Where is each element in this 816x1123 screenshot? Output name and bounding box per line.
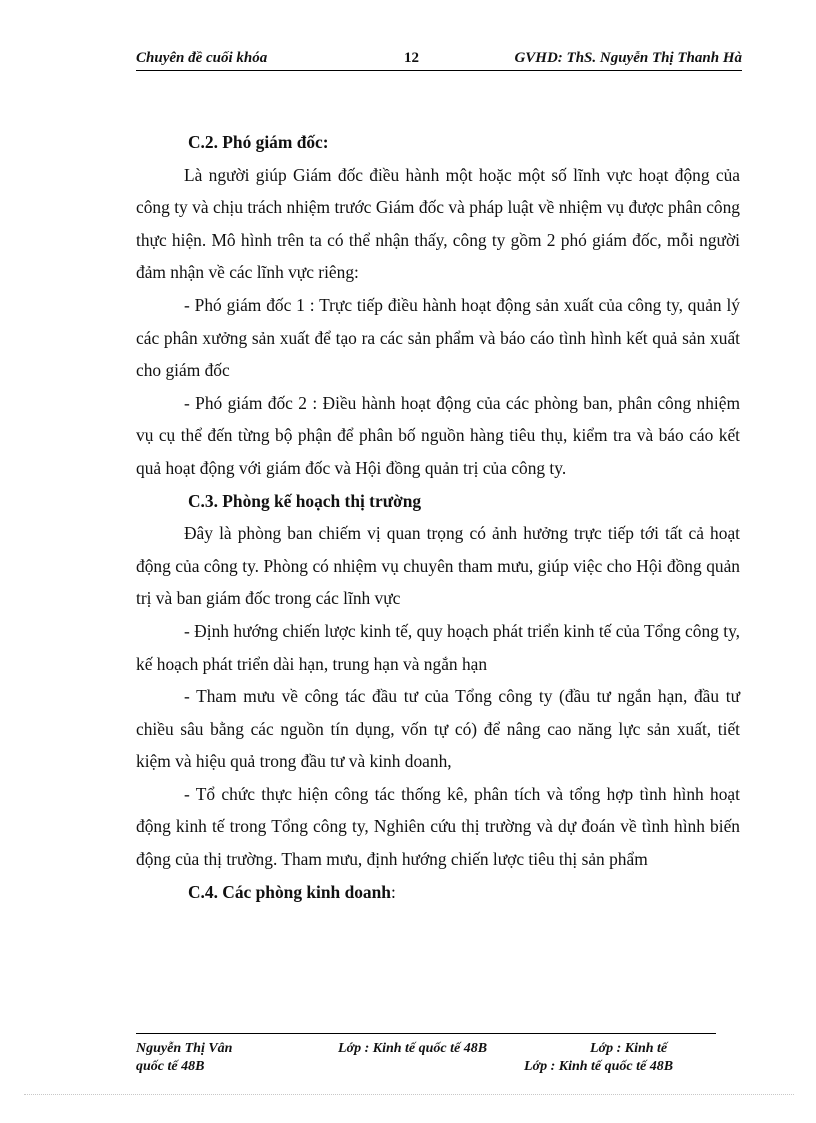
bullet-c3-statistics: - Tổ chức thực hiện công tác thống kê, phân tích và tổng hợp tình hình hoạt động kinh tế trong Tổng công ty, Nghiên cứu thị trường và dự đoán về tình hình biến động của thị trường. Tham mưu, định hướng chiến lược tiêu thị sản phẩm	[136, 783, 740, 870]
footer-class-3: Lớp : Kinh tế quốc tế 48B	[524, 1059, 674, 1074]
header-page-number: 12	[404, 50, 419, 66]
header-supervisor: GVHD: ThS. Nguyễn Thị Thanh Hà	[514, 50, 742, 66]
footer-rule	[136, 1033, 716, 1034]
section-heading-c4	[136, 876, 740, 909]
bullet-c3-investment: - Tham mưu về công tác đầu tư của Tổng công ty (đầu tư ngắn hạn, đầu tư chiều sâu bằng các nguồn tín dụng, vốn tự có) để nâng cao năng lực sản xuất, tiết kiệm và hiệu quả trong đầu tư và kinh doanh,	[136, 686, 740, 772]
section-heading-c4-colon: :	[390, 881, 396, 902]
document-body	[136, 126, 740, 908]
footer-class-2: Lớp : Kinh tế	[590, 1041, 668, 1056]
section-heading-c3: C.3. Phòng kế hoạch thị trường	[188, 490, 422, 511]
footer-class-1: Lớp : Kinh tế quốc tế 48B	[338, 1041, 488, 1056]
header-document-title: Chuyên đề cuối khóa	[136, 50, 268, 66]
paragraph-c2-intro: Là người giúp Giám đốc điều hành một hoặc một số lĩnh vực hoạt động của công ty và chịu trách nhiệm trước Giám đốc và pháp luật về nhiệm vụ được phân công thực hiện. Mô hình trên ta có thể nhận thấy, công ty gồm 2 phó giám đốc, mỗi người đảm nhận về các lĩnh vực riêng:	[136, 164, 740, 283]
bullet-c2-deputy-2: - Phó giám đốc 2 : Điều hành hoạt động của các phòng ban, phân công nhiệm vụ cụ thể đến từng bộ phận để phân bố nguồn hàng tiêu thụ, kiểm tra và báo cáo kết quả hoạt động với giám đốc và Hội đồng quản trị của công ty.	[136, 392, 740, 478]
bullet-c3-strategy: - Định hướng chiến lược kinh tế, quy hoạch phát triển kinh tế của Tổng công ty, kế hoạch phát triển dài hạn, trung hạn và ngắn hạn	[136, 620, 740, 674]
footer-author-name-cont: quốc tế 48B	[136, 1059, 205, 1074]
page-header	[136, 48, 742, 71]
section-heading-c4-text: C.4. Các phòng kinh doanh	[188, 881, 391, 902]
footer-author-name: Nguyễn Thị Vân	[136, 1041, 233, 1056]
bullet-c2-deputy-1: - Phó giám đốc 1 : Trực tiếp điều hành hoạt động sản xuất của công ty, quản lý các phân xưởng sản xuất để tạo ra các sản phẩm và báo cáo tình hình kết quả sản xuất cho giám đốc	[136, 294, 740, 381]
section-heading-c2: C.2. Phó giám đốc:	[188, 132, 329, 152]
paragraph-c3-intro: Đây là phòng ban chiếm vị quan trọng có ảnh hưởng trực tiếp tới tất cả hoạt động của công ty. Phòng có nhiệm vụ chuyên tham mưu, giúp việc cho Hội đồng quản trị và ban giám đốc trong các lĩnh vực	[136, 523, 740, 609]
page-bottom-dotted-line	[24, 1094, 794, 1095]
